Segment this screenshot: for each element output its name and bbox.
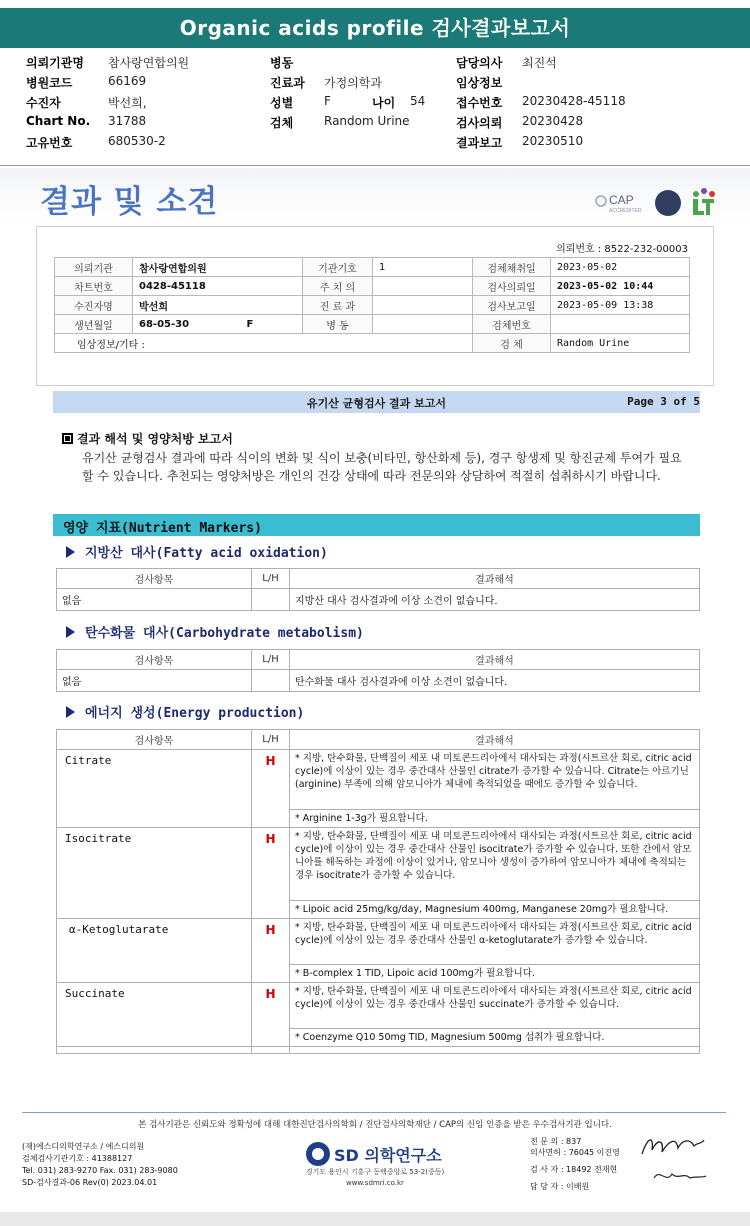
- report-bar-title: 유기산 균형검사 결과 보고서: [307, 397, 446, 410]
- section-title-text: 에너지 생성(Energy production): [85, 706, 305, 721]
- clinical-info: 임상정보/기타 :: [55, 334, 473, 353]
- info-label: 임상정보: [456, 76, 503, 90]
- interpretation-body: 유기산 균형검사 결과에 따라 식이의 변화 및 식이 보충(비타민, 항산화제 등), 경구 항생제 및 항진균제 투여가 필요할 수 있습니다. 추천되는 영양처방은 개인의 건강 상태에 따라 전문의와 상담하여 적절히 섭취하시기 바랍니다.: [82, 451, 682, 483]
- footer-divider: [22, 1112, 726, 1113]
- info-value: 20230428: [522, 114, 584, 128]
- pt-value: Random Urine: [551, 334, 690, 353]
- age-value: 54: [410, 94, 426, 108]
- lti-logo: [690, 188, 718, 218]
- result-title: 결과 및 소견: [40, 184, 219, 220]
- item-cell: 없음: [57, 589, 252, 611]
- col-header-item: 검사항목: [57, 650, 252, 670]
- footer-address: 경기도 용인시 기흥구 동백중앙로 53-2(중동): [305, 1168, 445, 1176]
- info-label: 진료과: [270, 76, 305, 90]
- section-title-carbohydrate: [66, 622, 364, 641]
- info-value: 20230428-45118: [522, 94, 626, 108]
- interp-cell: 지방산 대사 검사결과에 이상 소견이 없습니다.: [290, 589, 700, 611]
- info-label: 접수번호: [456, 96, 503, 110]
- age-label: 나이: [372, 96, 396, 110]
- pt-label: 검사보고일: [473, 296, 551, 315]
- flag-cell: H: [252, 919, 290, 983]
- item-cell: α-Ketoglutarate: [57, 919, 252, 983]
- interpretation-heading: [62, 430, 233, 447]
- pt-label: 검체번호: [473, 315, 551, 334]
- divider: [0, 165, 750, 166]
- info-value: 31788: [108, 114, 147, 128]
- triangle-bullet-icon: [66, 546, 75, 558]
- cap-logo-text: CAP: [609, 193, 634, 207]
- info-label: 고유번호: [26, 136, 73, 150]
- empty-cell: [290, 1047, 700, 1054]
- item-cell: Succinate: [57, 983, 252, 1047]
- pt-value: 0428-45118: [133, 277, 303, 296]
- info-label: 검체: [270, 116, 294, 130]
- info-label: 병동: [270, 56, 294, 70]
- footer-signatories: [530, 1136, 620, 1192]
- col-header-item: 검사항목: [57, 730, 252, 750]
- item-cell: Citrate: [57, 750, 252, 828]
- info-value: 가정의학과: [324, 76, 382, 90]
- info-label: 수진자: [26, 96, 61, 110]
- triangle-bullet-icon: [66, 626, 75, 638]
- info-label: 결과보고: [456, 136, 503, 150]
- nutrient-markers-bar: [53, 514, 700, 536]
- info-label: 병원코드: [26, 76, 73, 90]
- footer-left-line: SD-검사결과-06 Rev(0) 2023.04.01: [22, 1178, 158, 1187]
- col-header-interp: 결과해석: [290, 569, 700, 589]
- pt-label: 주 치 의: [303, 277, 373, 296]
- pt-value: 2023-05-09 13:38: [551, 296, 690, 315]
- pt-dob: 68-05-30: [139, 318, 190, 330]
- empty-cell: [252, 1047, 290, 1054]
- info-value: 680530-2: [108, 134, 166, 148]
- info-label: Chart No.: [26, 114, 91, 128]
- col-header-lh: L/H: [252, 569, 290, 589]
- flag-cell: H: [252, 828, 290, 919]
- col-header-lh: L/H: [252, 650, 290, 670]
- footer-left-line: (재)에스디의학연구소 / 에스디의원: [22, 1142, 145, 1151]
- signature-icon: [650, 1166, 710, 1186]
- info-label: 담당의사: [456, 56, 503, 70]
- info-value: Random Urine: [324, 114, 410, 128]
- fatty-acid-table: [56, 568, 700, 611]
- pt-value: [373, 296, 473, 315]
- info-value: 박선희,: [108, 96, 147, 110]
- rx-cell: * Coenzyme Q10 50mg TID, Magnesium 500mg 섭취가 필요합니다.: [290, 1029, 700, 1047]
- carbohydrate-table: [56, 649, 700, 692]
- cap-logo-subtext: ACCREDITED: [609, 208, 642, 214]
- col-header-interp: 결과해석: [290, 730, 700, 750]
- col-header-lh: L/H: [252, 730, 290, 750]
- info-value: 20230510: [522, 134, 584, 148]
- empty-cell: [57, 1047, 252, 1054]
- pt-value: 참사랑연합의원: [133, 258, 303, 277]
- interp-cell: * 지방, 탄수화물, 단백질이 세포 내 미토콘드리아에서 대사되는 과정(시트르산 회로, citric acid cycle)에 이상이 있는 경우 중간대사 산물인 succinate가 증가할 수 있습니다.: [290, 983, 700, 1029]
- signatory-line: 전 문 의 : 837: [530, 1137, 582, 1146]
- page-indicator: Page 3 of 5: [627, 395, 700, 408]
- pt-value: 박선희: [133, 296, 303, 315]
- pt-label: 검체채취일: [473, 258, 551, 277]
- footer-note: 본 검사기관은 신뢰도와 정확성에 대해 대한진단검사의학회 / 진단검사의학재단 / CAP의 신임 인증을 받은 우수검사기관 입니다.: [138, 1120, 612, 1130]
- patient-table: [54, 257, 690, 353]
- nutrient-markers-title: 영양 지표(Nutrient Markers): [63, 521, 262, 536]
- info-value: 최진석: [522, 56, 557, 70]
- info-value: F: [324, 94, 331, 108]
- sd-brand: SD 의학연구소: [334, 1146, 442, 1165]
- section-title-fatty-acid: [66, 542, 328, 561]
- pt-value: [373, 315, 473, 334]
- report-title: Organic acids profile 검사결과보고서: [0, 8, 750, 48]
- pt-label: 병 동: [303, 315, 373, 334]
- pt-value: 2023-05-02: [551, 258, 690, 277]
- request-number: 의뢰번호 : 8522-232-00003: [556, 244, 688, 255]
- pt-label: 차트번호: [55, 277, 133, 296]
- interp-cell: * 지방, 탄수화물, 단백질이 세포 내 미토콘드리아에서 대사되는 과정(시트르산 회로, citric acid cycle)에 이상이 있는 경우 중간대사 산물인 isocitrate가 증가할 수 있습니다. 또한 간에서 암모니아를 해독하는 과정에 이상이 있거나, 암모니아 생성이 증가하여 암모니아가 체내에 축적되는 경우 isocitrate가 증가할 수 있습니다.: [290, 828, 700, 901]
- accreditation-seal-icon: [655, 190, 681, 216]
- interp-cell: * 지방, 탄수화물, 단백질이 세포 내 미토콘드리아에서 대사되는 과정(시트르산 회로, citric acid cycle)에 이상이 있는 경우 중간대사 산물인 α-ketoglutarate가 증가할 수 있습니다.: [290, 919, 700, 965]
- pt-label: 수진자명: [55, 296, 133, 315]
- pt-label: 생년월일: [55, 315, 133, 334]
- cap-logo: [594, 190, 650, 216]
- footer-left-line: Tel. 031) 283-9270 Fax. 031) 283-9080: [22, 1166, 178, 1175]
- col-header-interp: 결과해석: [290, 650, 700, 670]
- footer-left-line: 검체검사기관기호 : 41388127: [22, 1154, 133, 1163]
- item-cell: Isocitrate: [57, 828, 252, 919]
- square-bullet-icon: [62, 433, 73, 444]
- bottom-strip: [0, 1212, 750, 1226]
- footer-url: www.sdmri.co.kr: [346, 1179, 404, 1187]
- pt-label: 검사의뢰일: [473, 277, 551, 296]
- signatory-line: 의사면허 : 76045 이진영: [530, 1148, 620, 1157]
- flag-cell: [252, 670, 290, 692]
- section-title-text: 탄수화물 대사(Carbohydrate metabolism): [85, 626, 364, 641]
- section-title-text: 지방산 대사(Fatty acid oxidation): [85, 546, 328, 561]
- flag-cell: H: [252, 983, 290, 1047]
- signatory-line: 담 당 자 : 이배원: [530, 1182, 590, 1191]
- flag-cell: [252, 589, 290, 611]
- info-label: 성별: [270, 96, 294, 110]
- pt-value: [133, 315, 303, 334]
- info-value: 참사랑연합의원: [108, 56, 190, 70]
- triangle-bullet-icon: [66, 706, 75, 718]
- pt-label: 검 체: [473, 334, 551, 353]
- interp-cell: * 지방, 탄수화물, 단백질이 세포 내 미토콘드리아에서 대사되는 과정(시트르산 회로, citric acid cycle)에 이상이 있는 경우 중간대사 산물인 citrate가 증가할 수 있습니다. Citrate는 아르기닌(arginine) 부족에 의해 암모니아가 체내에 축적되었을 때에도 증가할 수 있습니다.: [290, 750, 700, 810]
- item-cell: 없음: [57, 670, 252, 692]
- energy-table: [56, 729, 700, 1054]
- pt-value: 1: [373, 258, 473, 277]
- section-title-energy: [66, 702, 304, 721]
- sd-logo-icon: [306, 1142, 330, 1166]
- pt-sex: F: [246, 318, 254, 330]
- pt-value: 2023-05-02 10:44: [551, 277, 690, 296]
- report-bar: [53, 391, 700, 413]
- rx-cell: * Lipoic acid 25mg/kg/day, Magnesium 400mg, Manganese 20mg가 필요합니다.: [290, 901, 700, 919]
- rx-cell: * Arginine 1-3g가 필요합니다.: [290, 810, 700, 828]
- pt-value: [373, 277, 473, 296]
- info-label: 의뢰기관명: [26, 56, 84, 70]
- flag-cell: H: [252, 750, 290, 828]
- pt-label: 기관기호: [303, 258, 373, 277]
- interp-cell: 탄수화물 대사 검사결과에 이상 소견이 없습니다.: [290, 670, 700, 692]
- interpretation-heading-text: 결과 해석 및 영양처방 보고서: [77, 432, 233, 446]
- info-value: 66169: [108, 74, 147, 88]
- pt-label: 진 료 과: [303, 296, 373, 315]
- signature-icon: [638, 1132, 708, 1162]
- info-label: 검사의뢰: [456, 116, 503, 130]
- pt-label: 의뢰기관: [55, 258, 133, 277]
- col-header-item: 검사항목: [57, 569, 252, 589]
- rx-cell: * B-complex 1 TID, Lipoic acid 100mg가 필요합니다.: [290, 965, 700, 983]
- pt-value: [551, 315, 690, 334]
- signatory-line: 검 사 자 : 18492 전재현: [530, 1165, 618, 1174]
